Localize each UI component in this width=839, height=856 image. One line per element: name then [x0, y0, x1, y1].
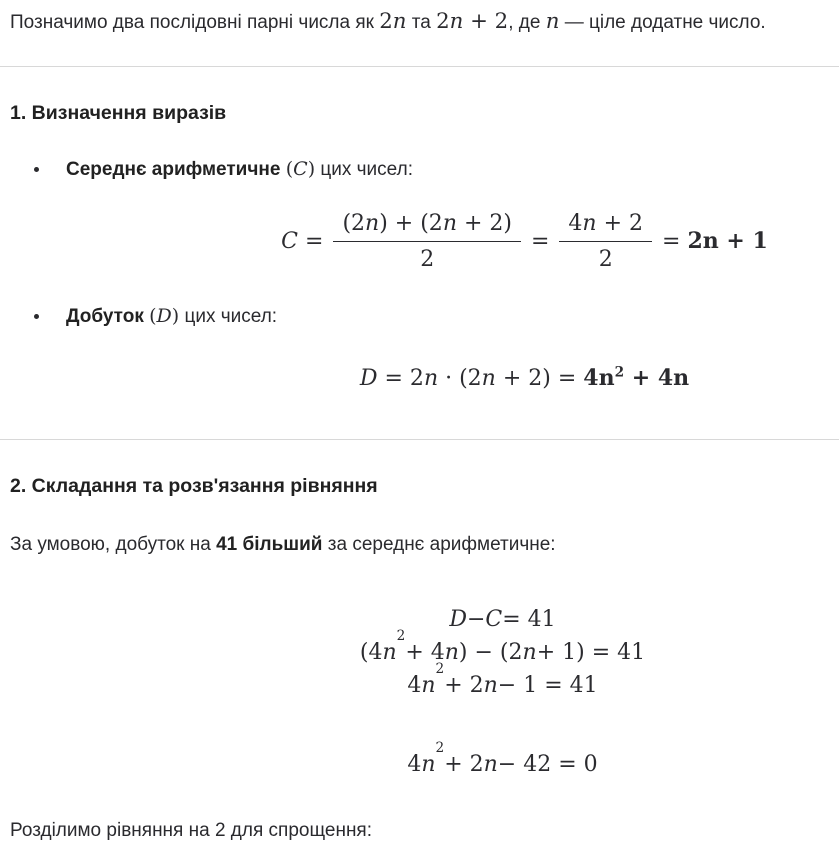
formula-c-result: = 2n + 1 [662, 228, 768, 255]
average-definition-label: Середнє арифметичне (C) цих чисел: [66, 158, 413, 181]
equation-line-2: (4 n 2 + 4 n ) − (2 n + 1) = 41 [359, 628, 646, 666]
formula-arithmetic-mean [115, 211, 839, 272]
closing-paragraph: Розділимо рівняння на 2 для спрощення: [10, 820, 373, 842]
intro-paragraph: Позначимо два послідовні парні числа як 2n та 2n + 2, де n — ціле додатне число. [10, 9, 766, 34]
formula-c-equals: = [530, 228, 550, 254]
equation-chain [93, 603, 839, 702]
condition-paragraph: За умовою, добуток на 41 більший за середнє арифметичне: [10, 533, 556, 555]
equation-line-3: 4 n 2 + 2 n − 1 = 41 [407, 661, 598, 699]
formula-c-lhs: C = [281, 228, 324, 254]
section-divider-2 [0, 439, 839, 440]
simplified-equation: 4 n 2 + 2 n − 42 = 0 [407, 740, 598, 778]
fraction-2 [559, 211, 652, 272]
fraction-2-denominator: 2 [598, 246, 613, 272]
bullet-icon [34, 314, 39, 319]
section2-heading: 2. Складання та розв'язання рівняння [10, 475, 378, 498]
fraction-1-numerator: (2n) + (2n + 2) [333, 211, 521, 242]
product-definition-label: Добуток (D) цих чисел: [66, 304, 278, 327]
bullet-icon [34, 167, 39, 172]
list-item-product [10, 302, 829, 332]
formula-d-expression: $D = 2n \cdot (2n + 2) = 4n^2 + 4n$ [359, 364, 690, 392]
equation-line-1: D − C = 41 [449, 607, 556, 633]
fraction-2-numerator: 4n + 2 [559, 211, 652, 242]
fraction-1 [333, 211, 521, 272]
list-item-average [10, 155, 829, 185]
formula-product [115, 365, 839, 391]
section-divider-1 [0, 66, 839, 67]
simplified-equation-block [93, 740, 839, 781]
section1-heading: 1. Визначення виразів [10, 101, 227, 124]
fraction-1-denominator: 2 [420, 246, 435, 272]
